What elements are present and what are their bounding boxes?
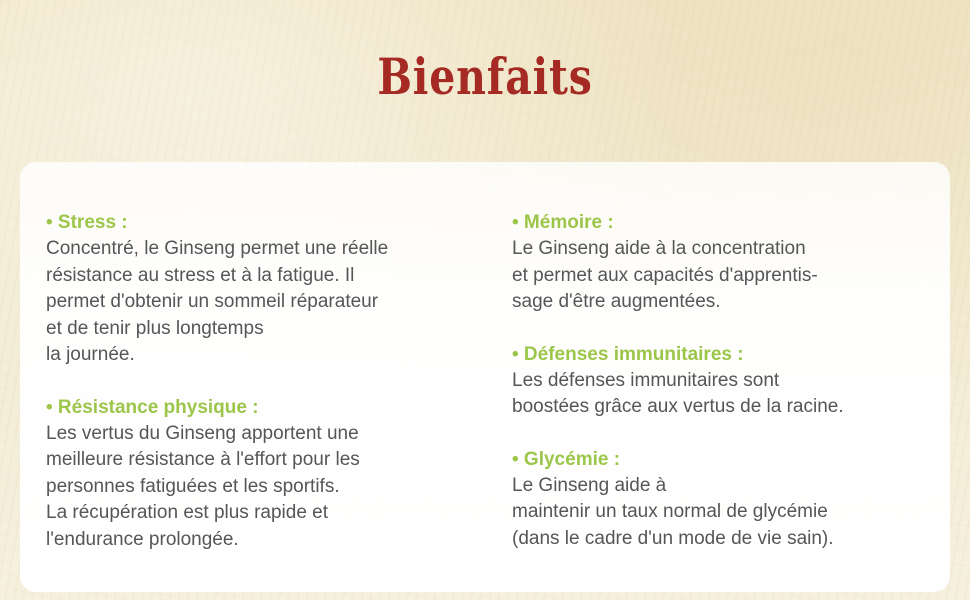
benefit-text-line: (dans le cadre d'un mode de vie sain). [512, 527, 834, 549]
benefit-memoire [512, 210, 942, 316]
benefit-heading: • Résistance physique : [46, 396, 259, 418]
benefit-resistance-physique [46, 395, 486, 554]
benefit-heading: • Mémoire : [512, 212, 614, 233]
page-title: Bienfaits [377, 47, 593, 106]
benefit-text-line: et permet aux capacités d'apprentis- [512, 264, 818, 286]
benefit-text-line: personnes fatiguées et les sportifs. [46, 475, 340, 497]
benefit-text-line: Les défenses immunitaires sont [512, 369, 780, 391]
benefit-text-line: Les vertus du Ginseng apportent une [46, 422, 359, 444]
benefit-text-line: Concentré, le Ginseng permet une réelle [46, 238, 389, 259]
right-column [512, 210, 942, 578]
benefit-text-line: Le Ginseng aide à la concentration [512, 238, 806, 259]
benefit-stress [46, 210, 486, 369]
benefit-text-line: maintenir un taux normal de glycémie [512, 501, 828, 522]
benefit-heading: • Glycémie : [512, 448, 621, 470]
benefit-text-line: sage d'être augmentées. [512, 291, 721, 312]
benefit-glycemie [512, 447, 942, 553]
benefit-text-line: meilleure résistance à l'effort pour les [46, 449, 360, 470]
benefit-heading: • Défenses immunitaires : [512, 343, 744, 365]
benefit-text-line: la journée. [46, 344, 135, 365]
benefit-text-line: et de tenir plus longtemps [46, 317, 264, 339]
content-panel [20, 162, 950, 592]
benefit-text-line: boostées grâce aux vertus de la racine. [512, 396, 844, 417]
benefit-text-line: l'endurance prolongée. [46, 528, 239, 550]
benefit-text-line: La récupération est plus rapide et [46, 502, 329, 523]
benefit-text-line: permet d'obtenir un sommeil réparateur [46, 291, 379, 312]
benefit-text-line: Le Ginseng aide à [512, 474, 667, 496]
benefit-defenses-immunitaires [512, 342, 942, 421]
benefit-heading: • Stress : [46, 212, 128, 233]
left-column [46, 210, 486, 579]
benefit-text-line: résistance au stress et à la fatigue. Il [46, 264, 355, 286]
